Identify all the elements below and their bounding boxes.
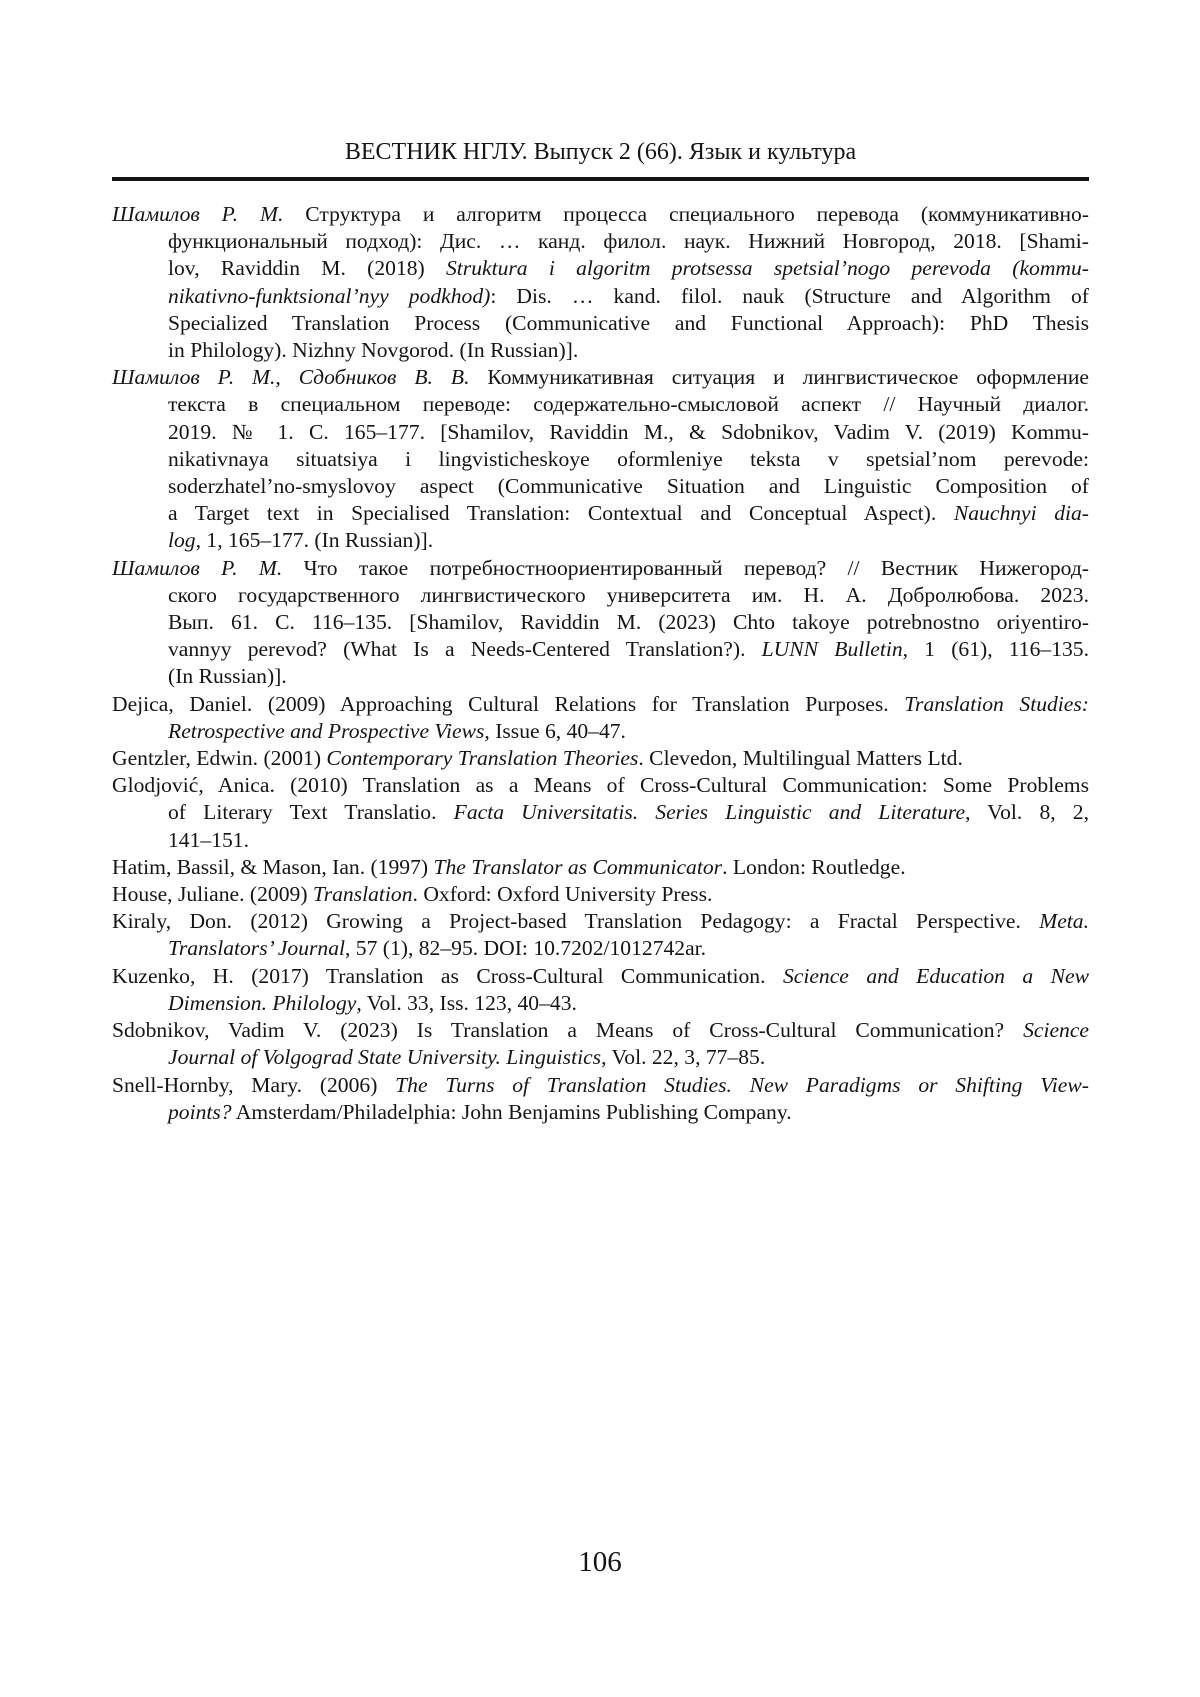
reference-text-run: . Oxford: Oxford University Press. [412, 882, 713, 907]
reference-line [112, 881, 1089, 908]
reference-text-run: Коммуникативная ситуация и лингвистическое оформление [469, 365, 1089, 390]
reference-text-run: points? [168, 1099, 232, 1124]
reference-line [112, 854, 1089, 881]
reference-line [168, 255, 1089, 282]
reference-line [168, 228, 1089, 255]
reference-entry [112, 908, 1089, 962]
reference-text-run: . London: Routledge. [722, 854, 906, 879]
reference-text-run: (In Russian)]. [168, 664, 287, 689]
reference-text-run: : Dis. … kand. filol. nauk (Structure and Algorithm of [490, 283, 1089, 308]
reference-line [168, 446, 1089, 473]
reference-line [112, 1072, 1089, 1099]
reference-text-run: Translation [312, 882, 413, 907]
reference-line [168, 310, 1089, 337]
reference-text-run: Kuzenko, H. (2017) Translation as Cross-Cultural Communication. [112, 963, 783, 988]
reference-text-run: Nauchnyi dia- [953, 501, 1089, 526]
reference-line [168, 663, 1089, 690]
reference-line [168, 582, 1089, 609]
reference-line [112, 364, 1089, 391]
reference-entry [112, 364, 1089, 554]
reference-line [168, 527, 1089, 554]
reference-entry [112, 772, 1089, 854]
reference-text-run: Шамилов Р. М. [112, 202, 284, 226]
reference-text-run: Dejica, Daniel. (2009) Approaching Cultural Relations for Translation Purposes. [112, 691, 905, 716]
reference-text-run: Science and Education a New [782, 963, 1089, 988]
reference-text-run: in Philology). Nizhny Novgorod. (In Russian)]. [168, 338, 579, 363]
reference-text-run: , 57 (1), 82–95. DOI: 10.7202/1012742ar. [345, 936, 707, 961]
reference-line [168, 391, 1089, 418]
reference-entry [112, 881, 1089, 908]
reference-text-run: Snell-Hornby, Mary. (2006) [112, 1072, 396, 1097]
reference-text-run: lov, Raviddin M. (2018) [168, 256, 446, 281]
reference-text-run: LUNN Bulletin [761, 637, 903, 662]
reference-text-run: of Literary Text Translatio. [168, 800, 454, 825]
reference-text-run: функциональный подход): Дис. … канд. филол. наук. Нижний Новгород, 2018. [Shami- [168, 229, 1089, 254]
reference-line [112, 963, 1089, 990]
reference-line [112, 745, 1089, 772]
reference-text-run: The Translator as Communicator [433, 854, 723, 879]
reference-text-run: Glodjović, Anica. (2010) Translation as a Means of Cross-Cultural Communication: Some Problems [112, 773, 1089, 798]
reference-line [112, 691, 1089, 718]
reference-line [112, 555, 1089, 582]
reference-text-run: , 1 (61), 116–135. [902, 637, 1089, 662]
page-number: 106 [578, 1546, 622, 1578]
reference-text-run: log [168, 528, 196, 553]
reference-text-run: Вып. 61. С. 116–135. [Shamilov, Raviddin M. (2023) Chto takoye potrebnostno oriyentiro- [168, 610, 1089, 635]
reference-text-run: Translation Studies: [904, 691, 1089, 716]
reference-entry [112, 555, 1089, 691]
references-list [112, 201, 1089, 1126]
reference-line [168, 827, 1089, 854]
reference-line [168, 1099, 1089, 1126]
reference-text-run: Sdobnikov, Vadim V. (2023) Is Translation a Means of Cross-Cultural Communication? [112, 1018, 1024, 1043]
reference-line [168, 337, 1089, 364]
reference-entry [112, 963, 1089, 1017]
reference-text-run: nikativnaya situatsiya i lingvisticheskoye oformleniye teksta v spetsial’nom perevode: [168, 446, 1089, 471]
reference-text-run: Шамилов Р. М., Сдобников В. В. [112, 365, 470, 390]
reference-text-run: Meta. [1039, 909, 1089, 934]
reference-text-run: nikativno-funktsional’nyy podkhod) [168, 283, 491, 308]
reference-entry [112, 745, 1089, 772]
reference-line [168, 1044, 1089, 1071]
reference-text-run: , Vol. 22, 3, 77–85. [601, 1045, 766, 1070]
reference-text-run: vannyy perevod? (What Is a Needs-Centered Translation?). [168, 637, 762, 662]
reference-line [168, 636, 1089, 663]
reference-text-run: Dimension. Philology [168, 990, 357, 1015]
reference-text-run: soderzhatel’no-smyslovoy aspect (Communicative Situation and Linguistic Composition of [168, 474, 1089, 499]
reference-text-run: Amsterdam/Philadelphia: John Benjamins Publishing Company. [231, 1099, 792, 1124]
reference-line [168, 419, 1089, 446]
reference-text-run: Struktura i algoritm protsessa spetsial’nogo perevoda (kommu- [446, 256, 1089, 281]
reference-line [112, 201, 1089, 228]
reference-text-run: Contemporary Translation Theories [326, 746, 639, 771]
reference-text-run: , 1, 165–177. (In Russian)]. [195, 528, 434, 553]
header-rule [112, 177, 1089, 181]
reference-text-run: Journal of Volgograd State University. Linguistics [168, 1045, 602, 1070]
reference-line [168, 990, 1089, 1017]
reference-entry [112, 1017, 1089, 1071]
reference-text-run: a Target text in Specialised Translation: Contextual and Conceptual Aspect). [168, 501, 954, 526]
reference-line [168, 609, 1089, 636]
reference-text-run: Gentzler, Edwin. (2001) [112, 746, 327, 771]
reference-text-run: Шамилов Р. М. [112, 555, 283, 580]
reference-text-run: . Clevedon, Multilingual Matters Ltd. [638, 746, 963, 771]
reference-text-run: , Issue 6, 40–47. [484, 718, 626, 743]
reference-text-run: Facta Universitatis. Series Linguistic and Literature [453, 800, 966, 825]
reference-text-run: Specialized Translation Process (Communicative and Functional Approach): PhD Thesis [168, 310, 1089, 335]
reference-line [112, 772, 1089, 799]
reference-text-run: текста в специальном переводе: содержательно-смысловой аспект // Научный диалог. [168, 392, 1089, 417]
reference-entry [112, 1072, 1089, 1126]
reference-line [168, 473, 1089, 500]
reference-entry [112, 691, 1089, 745]
reference-line [168, 799, 1089, 826]
reference-entry [112, 201, 1089, 364]
reference-text-run: , Vol. 33, Iss. 123, 40–43. [356, 990, 577, 1015]
running-header: ВЕСТНИК НГЛУ. Выпуск 2 (66). Язык и культура [344, 139, 857, 165]
reference-line [168, 283, 1089, 310]
reference-text-run: ского государственного лингвистического университета им. Н. А. Добролюбова. 2023. [168, 582, 1089, 607]
reference-line [112, 908, 1089, 935]
reference-text-run: Retrospective and Prospective Views [168, 718, 485, 743]
reference-line [168, 718, 1089, 745]
reference-text-run: 2019. № 1. С. 165–177. [Shamilov, Raviddin M., & Sdobnikov, Vadim V. (2019) Kommu- [168, 419, 1089, 444]
reference-text-run: House, Juliane. (2009) [112, 882, 313, 907]
reference-text-run: 141–151. [168, 827, 249, 852]
reference-text-run: , Vol. 8, 2, [965, 800, 1089, 825]
reference-line [112, 1017, 1089, 1044]
reference-text-run: Что такое потребностноориентированный перевод? // Вестник Нижегород- [282, 555, 1089, 580]
reference-line [168, 935, 1089, 962]
reference-text-run: Translators’ Journal [168, 936, 345, 961]
reference-text-run: Kiraly, Don. (2012) Growing a Project-based Translation Pedagogy: a Fractal Perspective. [112, 909, 1040, 934]
reference-text-run: The Turns of Translation Studies. New Paradigms or Shifting View- [395, 1072, 1089, 1097]
reference-text-run: Science [1023, 1018, 1089, 1043]
reference-text-run: Hatim, Bassil, & Mason, Ian. (1997) [112, 854, 434, 879]
reference-line [168, 500, 1089, 527]
reference-text-run: Структура и алгоритм процесса специального перевода (коммуникативно- [283, 202, 1089, 226]
reference-entry [112, 854, 1089, 881]
